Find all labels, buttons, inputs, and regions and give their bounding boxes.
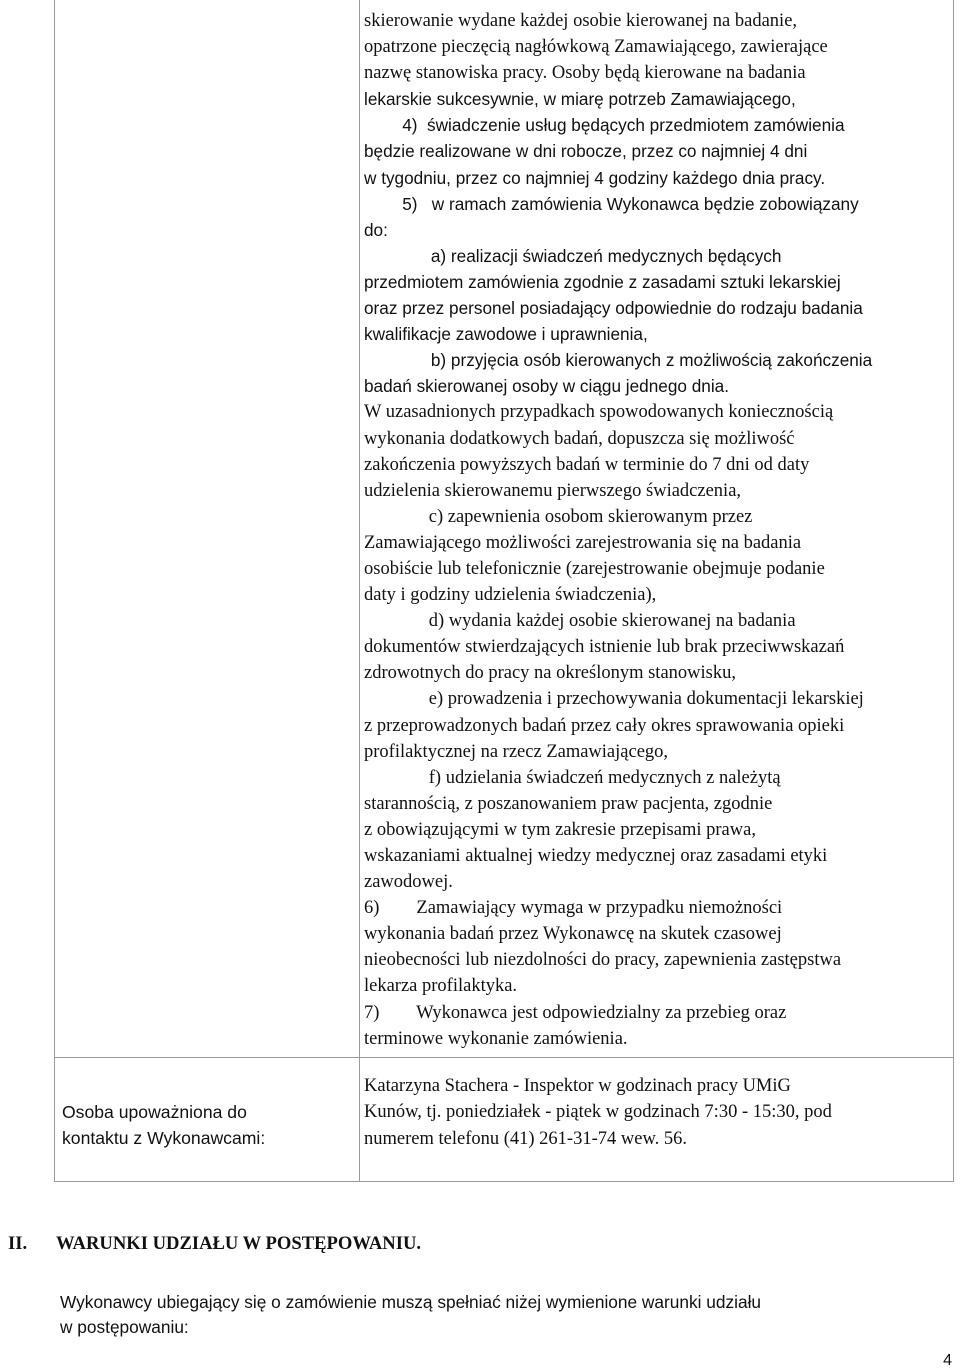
text-line: terminowe wykonanie zamówienia. <box>364 1028 628 1049</box>
table-row-divider <box>54 1057 954 1058</box>
text-line: zawodowej. <box>364 872 453 893</box>
text-line: przedmiotem zamówienia zgodnie z zasadami sztuki lekarskiej <box>364 271 841 292</box>
contact-label-line: kontaktu z Wykonawcami: <box>62 1128 266 1148</box>
text-line: opatrzone pieczęcią nagłówkową Zamawiającego, zawierające <box>364 37 828 58</box>
section-number: II. <box>8 1233 28 1254</box>
text-line: do: <box>364 219 388 240</box>
text-line: lekarskie sukcesywnie, w miarę potrzeb Zamawiającego, <box>364 89 796 110</box>
text-line: e) prowadzenia i przechowywania dokumentacji lekarskiej <box>364 689 864 710</box>
requirements-cell <box>364 8 944 1052</box>
contact-value-line: numerem telefonu (41) 261-31-74 wew. 56. <box>364 1128 687 1149</box>
contact-value-line: Kunów, tj. poniedziałek - piątek w godzinach 7:30 - 15:30, pod <box>364 1102 832 1123</box>
text-line: zakończenia powyższych badań w terminie do 7 dni od daty <box>364 454 810 475</box>
section-title: WARUNKI UDZIAŁU W POSTĘPOWANIU. <box>56 1233 422 1254</box>
text-line: oraz przez personel posiadający odpowiednie do rodzaju badania <box>364 298 863 319</box>
text-line: daty i godziny udzielenia świadczenia), <box>364 585 657 606</box>
text-line: d) wydania każdej osobie skierowanej na badania <box>364 611 796 632</box>
text-line: 7) Wykonawca jest odpowiedzialny za przebieg oraz <box>364 1002 787 1023</box>
text-line: zdrowotnych do pracy na określonym stanowisku, <box>364 663 736 684</box>
text-line: lekarza profilaktyka. <box>364 976 518 997</box>
text-line: starannością, z poszanowaniem praw pacjenta, zgodnie <box>364 793 773 814</box>
text-line: f) udzielania świadczeń medycznych z należytą <box>364 767 781 788</box>
paragraph-line: Wykonawcy ubiegający się o zamówienie muszą spełniać niżej wymienione warunki udziału <box>60 1292 762 1312</box>
text-line: a) realizacji świadczeń medycznych będących <box>364 245 782 266</box>
contact-value-cell <box>364 1073 944 1152</box>
text-line: profilaktycznej na rzecz Zamawiającego, <box>364 741 669 762</box>
text-line: wskazaniami aktualnej wiedzy medycznej oraz zasadami etyki <box>364 846 828 866</box>
section-paragraph <box>60 1290 761 1339</box>
text-line: W uzasadnionych przypadkach spowodowanych koniecznością <box>364 402 834 423</box>
text-line: wykonania dodatkowych badań, dopuszcza się możliwość <box>364 428 795 449</box>
page-number: 4 <box>943 1352 952 1369</box>
text-line: skierowanie wydane każdej osobie kierowanej na badanie, <box>364 11 798 31</box>
section-heading <box>8 1233 421 1255</box>
text-line: osobiście lub telefonicznie (zarejestrowanie obejmuje podanie <box>364 558 825 579</box>
text-line: 4) świadczenie usług będących przedmiotem zamówienia <box>364 115 845 136</box>
text-line: Zamawiającego możliwości zarejestrowania się na badania <box>364 532 802 553</box>
contact-value-line: Katarzyna Stachera - Inspektor w godzinach pracy UMiG <box>364 1076 791 1096</box>
contact-label-line: Osoba upoważniona do <box>62 1102 247 1122</box>
contact-label-cell <box>62 1099 352 1151</box>
text-line: z obowiązującymi w tym zakresie przepisami prawa, <box>364 819 756 840</box>
text-line: udzielenia skierowanemu pierwszego świadczenia, <box>364 480 742 501</box>
text-line: b) przyjęcia osób kierowanych z możliwością zakończenia <box>364 350 873 371</box>
text-line: 5) w ramach zamówienia Wykonawca będzie zobowiązany <box>364 193 859 214</box>
text-line: wykonania badań przez Wykonawcę na skutek czasowej <box>364 924 782 945</box>
text-line: 6) Zamawiający wymaga w przypadku niemożności <box>364 898 783 919</box>
table-border-middle <box>359 0 360 1182</box>
text-line: c) zapewnienia osobom skierowanym przez <box>364 506 753 527</box>
text-line: w tygodniu, przez co najmniej 4 godziny każdego dnia pracy. <box>364 167 826 188</box>
table-border-right <box>953 0 954 1182</box>
table-border-left <box>54 0 55 1182</box>
text-line: z przeprowadzonych badań przez cały okres sprawowania opieki <box>364 715 845 736</box>
text-line: kwalifikacje zawodowe i uprawnienia, <box>364 324 648 345</box>
text-line: badań skierowanej osoby w ciągu jednego dnia. <box>364 376 730 397</box>
paragraph-line: w postępowaniu: <box>60 1316 189 1337</box>
table-border-bottom <box>54 1181 954 1182</box>
text-line: nazwę stanowiska pracy. Osoby będą kierowane na badania <box>364 63 806 84</box>
text-line: nieobecności lub niezdolności do pracy, zapewnienia zastępstwa <box>364 950 842 971</box>
text-line: dokumentów stwierdzających istnienie lub brak przeciwwskazań <box>364 637 845 658</box>
text-line: będzie realizowane w dni robocze, przez co najmniej 4 dni <box>364 141 808 162</box>
